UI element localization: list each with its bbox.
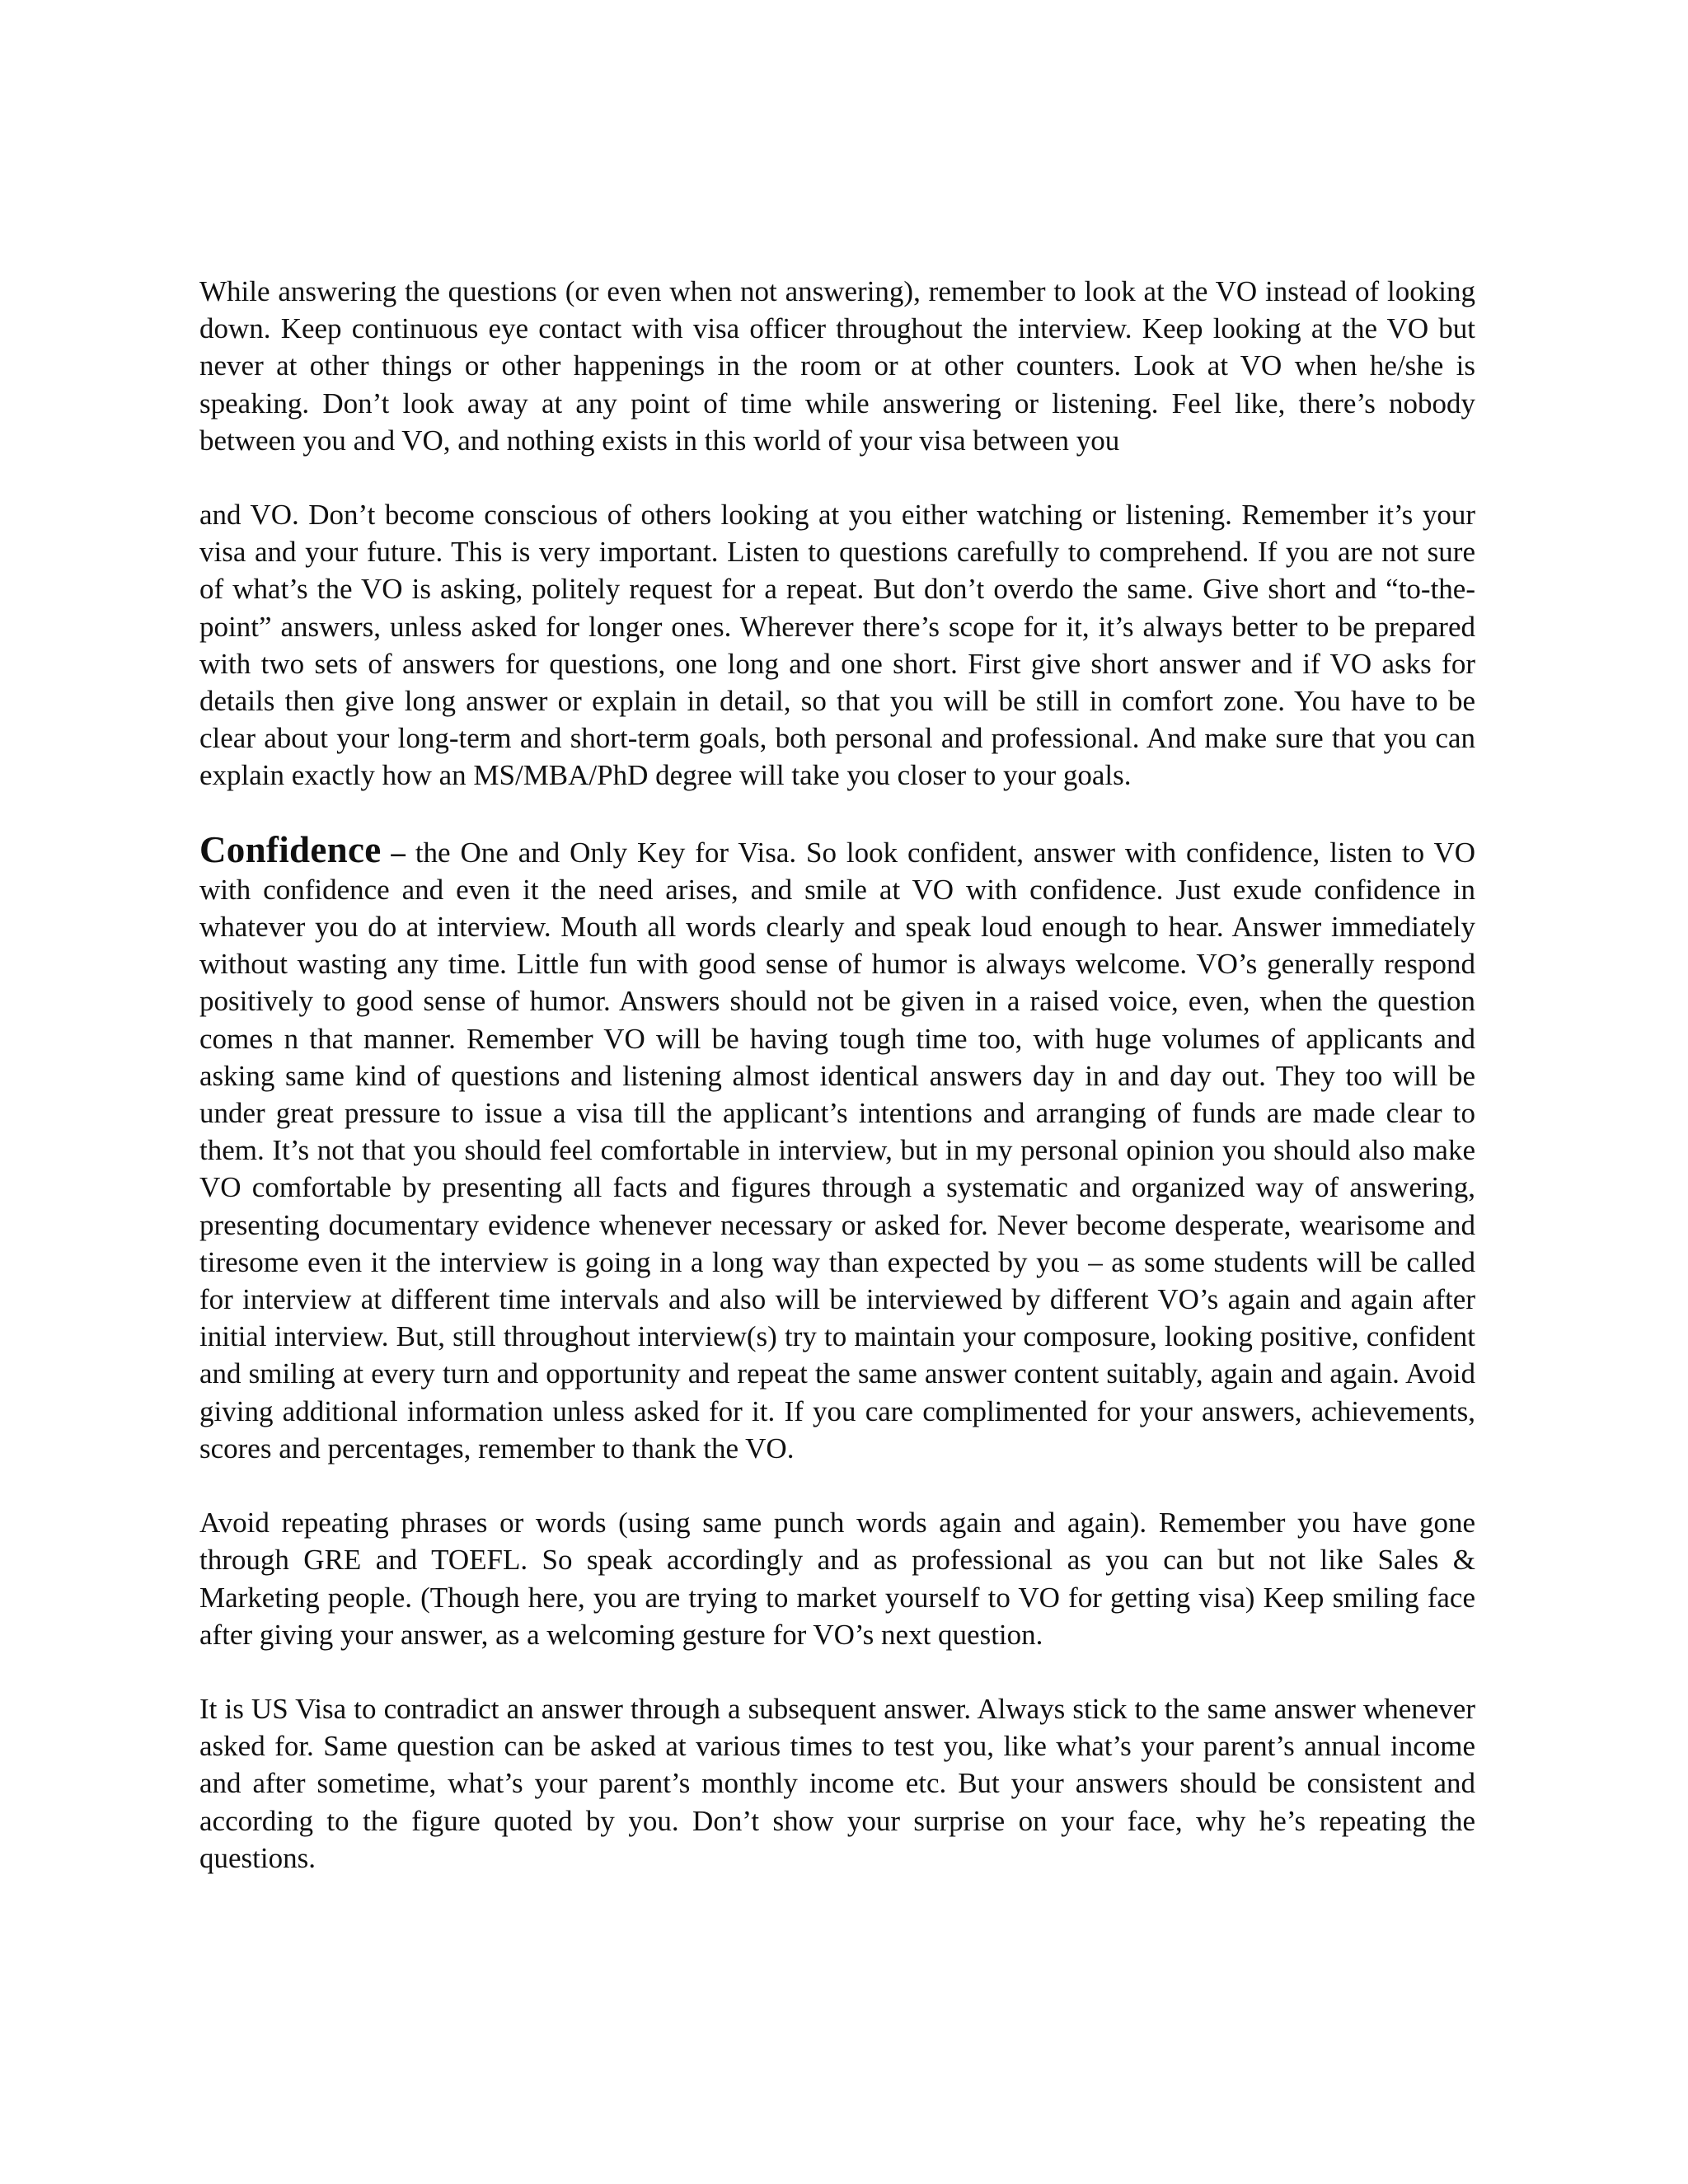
- paragraph-consistency: It is US Visa to contradict an answer through a subsequent answer. Always stick to the same answer whenever asked for. Same question can be asked at various times to test you, like what’s your parent’s annual income and after sometime, what’s your parent’s monthly income etc. But your answers should be consistent and according to the figure quoted by you. Don’t show your surprise on your face, why he’s repeating the questions.: [199, 1692, 1475, 1874]
- heading-dash: –: [391, 836, 406, 869]
- confidence-heading: Confidence: [199, 828, 382, 870]
- paragraph-eye-contact: While answering the questions (or even when not answering), remember to look at the VO instead of looking down. Keep continuous eye contact with visa officer throughout the interview. Keep looking at the VO but never at other things or other happenings in the room or at other counters. Look at VO when he/she is speaking. Don’t look away at any point of time while answering or listening. Feel like, there’s nobody between you and VO, and nothing exists in this world of your visa between you: [199, 275, 1475, 457]
- paragraph-confidence: [199, 828, 1475, 1467]
- paragraph-answers: and VO. Don’t become conscious of others looking at you either watching or listening. Remember it’s your visa and your future. This is very important. Listen to questions carefully to comprehend. If you are not sure of what’s the VO is asking, politely request for a repeat. But don’t overdo the same. Give short and “to-the-point” answers, unless asked for longer ones. Wherever there’s scope for it, it’s always better to be prepared with two sets of answers for questions, one long and one short. First give short answer and if VO asks for details then give long answer or explain in detail, so that you will be still in comfort zone. You have to be clear about your long-term and short-term goals, both personal and professional. And make sure that you can explain exactly how an MS/MBA/PhD degree will take you closer to your goals.: [199, 499, 1475, 792]
- confidence-body: the One and Only Key for Visa. So look confident, answer with confidence, listen to VO with confidence and even it the need arises, and smile at VO with confidence. Just exude confidence in whatever you do at interview. Mouth all words clearly and speak loud enough to hear. Answer immediately without wasting any time. Little fun with good sense of humor is always welcome. VO’s generally respond positively to good sense of humor. Answers should not be given in a raised voice, even, when the question comes n that manner. Remember VO will be having tough time too, with huge volumes of applicants and asking same kind of questions and listening almost identical answers day in and day out. They too will be under great pressure to issue a visa till the applicant’s intentions and arranging of funds are made clear to them. It’s not that you should feel comfortable in interview, but in my personal opinion you should also make VO comfortable by presenting all facts and figures through a systematic and organized way of answering, presenting documentary evidence whenever necessary or asked for. Never become desperate, wearisome and tiresome even it the interview is going in a long way than expected by you – as some students will be called for interview at different time intervals and also will be interviewed by different VO’s again and again after initial interview. But, still throughout interview(s) try to maintain your composure, looking positive, confident and smiling at every turn and opportunity and repeat the same answer content suitably, again and again. Avoid giving additional information unless asked for it. If you care complimented for your answers, achievements, scores and percentages, remember to thank the VO.: [199, 836, 1475, 1465]
- document-page: [199, 273, 1475, 1877]
- paragraph-repeating-phrases: Avoid repeating phrases or words (using same punch words again and again). Remember you have gone through GRE and TOEFL. So speak accordingly and as professional as you can but not like Sales & Marketing people. (Though here, you are trying to market yourself to VO for getting visa) Keep smiling face after giving your answer, as a welcoming gesture for VO’s next question.: [199, 1507, 1475, 1651]
